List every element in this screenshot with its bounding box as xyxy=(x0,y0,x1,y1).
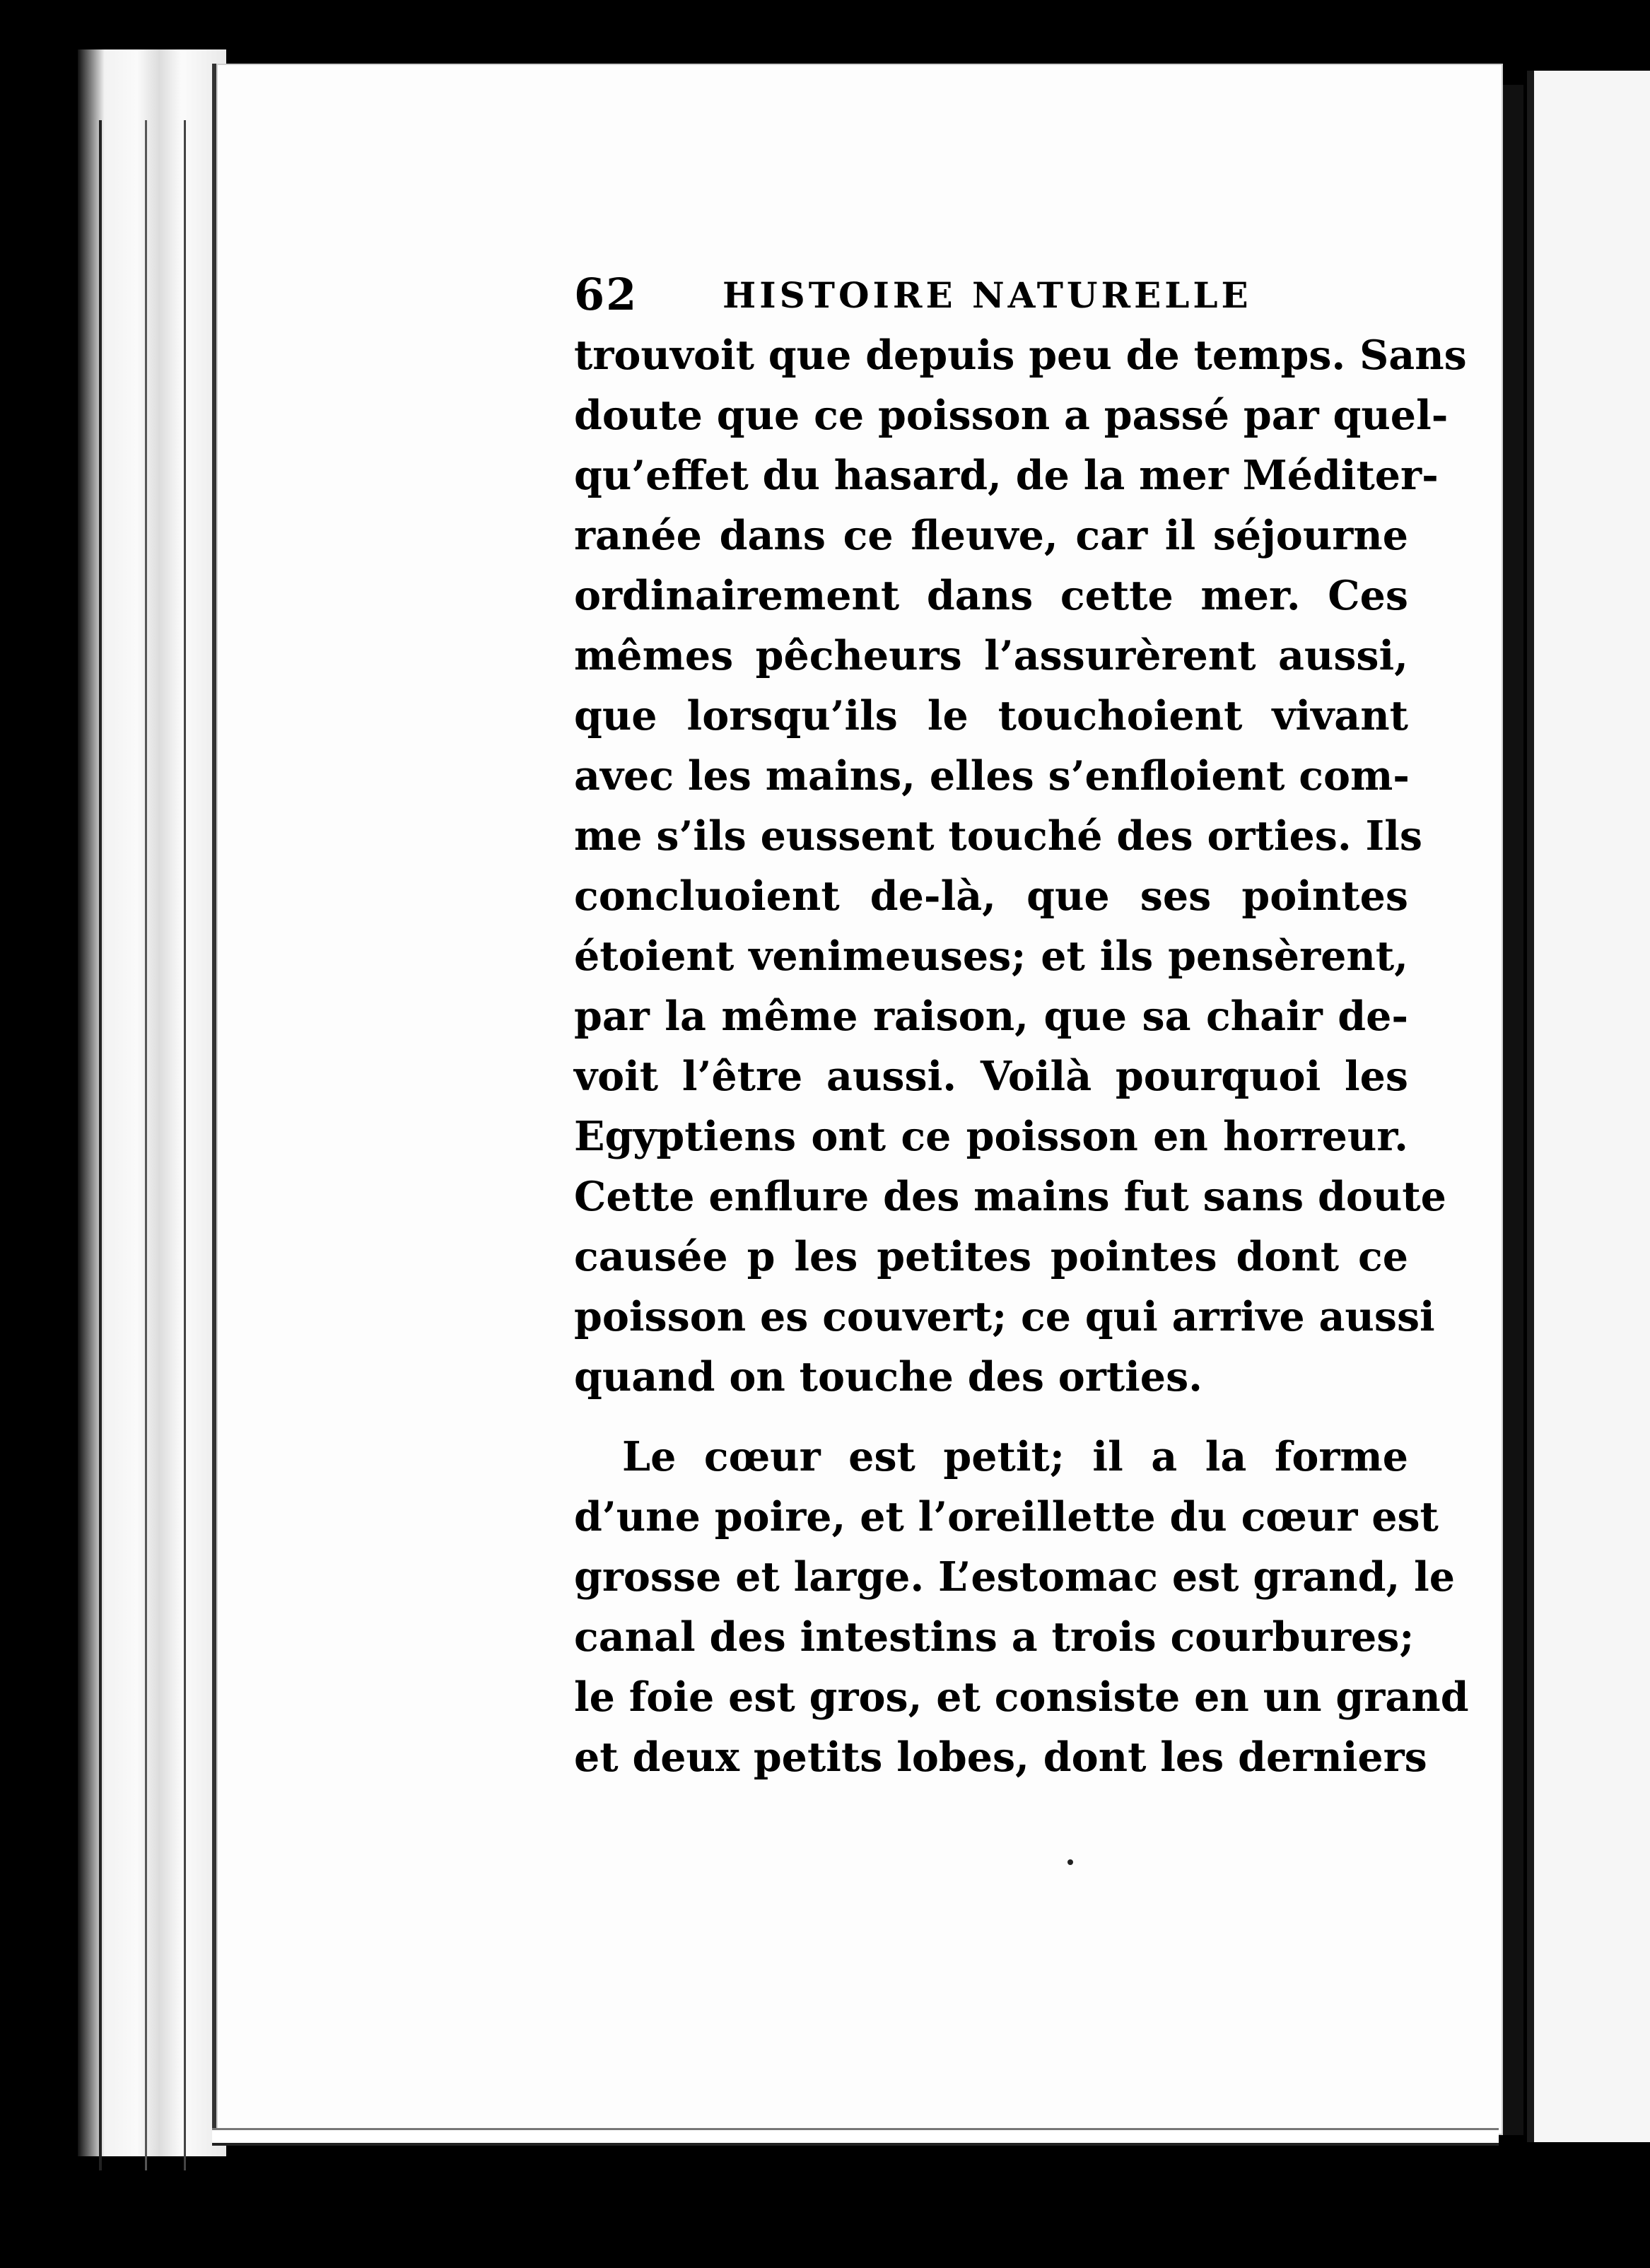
gutter-edge-line xyxy=(145,120,147,2170)
gutter-edge-line xyxy=(99,120,102,2170)
text-line: trouvoit que depuis peu de temps. Sans xyxy=(574,332,1467,379)
paragraph xyxy=(574,1427,1469,1787)
running-title: HISTOIRE NATURELLE xyxy=(722,274,1252,316)
text-line: ranée dans ce fleuve, car il séjourne xyxy=(574,512,1408,559)
body-text xyxy=(574,325,1469,1787)
text-line: poisson es couvert; ce qui arrive aussi xyxy=(574,1293,1435,1340)
text-line: grosse et large. L’estomac est grand, le xyxy=(574,1553,1456,1601)
book-gutter xyxy=(78,49,226,2156)
text-line: quand on touche des orties. xyxy=(574,1353,1203,1401)
text-line: et deux petits lobes, dont les derniers xyxy=(574,1734,1427,1781)
text-line: le foie est gros, et consiste en un grand xyxy=(574,1673,1469,1721)
text-line: causée p les petites pointes dont ce xyxy=(574,1233,1408,1280)
text-line: mêmes pêcheurs l’assurèrent aussi, xyxy=(574,632,1408,679)
paragraph-gap xyxy=(574,1407,1408,1427)
running-header xyxy=(574,269,1281,332)
adjacent-page xyxy=(1527,71,1650,2142)
text-line: canal des intestins a trois courbures; xyxy=(574,1613,1415,1661)
text-line: Cette enflure des mains fut sans doute xyxy=(574,1173,1446,1220)
text-line: Le cœur est petit; il a la forme xyxy=(622,1433,1408,1480)
text-line: voit l’être aussi. Voilà pourquoi les xyxy=(574,1053,1408,1100)
text-line: par la même raison, que sa chair de- xyxy=(574,993,1408,1040)
text-line: me s’ils eussent touché des orties. Ils xyxy=(574,812,1422,860)
text-line: que lorsqu’ils le touchoient vivant xyxy=(574,692,1408,740)
text-line: avec les mains, elles s’enfloient com- xyxy=(574,752,1410,800)
text-line: qu’effet du hasard, de la mer Méditer- xyxy=(574,452,1439,499)
ink-speck xyxy=(1067,1859,1073,1865)
page-bottom-edge xyxy=(212,2128,1499,2146)
text-line: concluoient de-là, que ses pointes xyxy=(574,872,1408,920)
text-line: d’une poire, et l’oreillette du cœur est xyxy=(574,1493,1439,1541)
paragraph xyxy=(574,325,1467,1407)
page-number: 62 xyxy=(574,269,638,320)
page-edge-shadow xyxy=(1502,85,1523,2135)
text-line: ordinairement dans cette mer. Ces xyxy=(574,572,1408,619)
text-line: étoient venimeuses; et ils pensèrent, xyxy=(574,933,1408,980)
gutter-edge-line xyxy=(184,120,186,2170)
text-line: Egyptiens ont ce poisson en horreur. xyxy=(574,1113,1408,1160)
text-line: doute que ce poisson a passé par quel- xyxy=(574,392,1449,439)
